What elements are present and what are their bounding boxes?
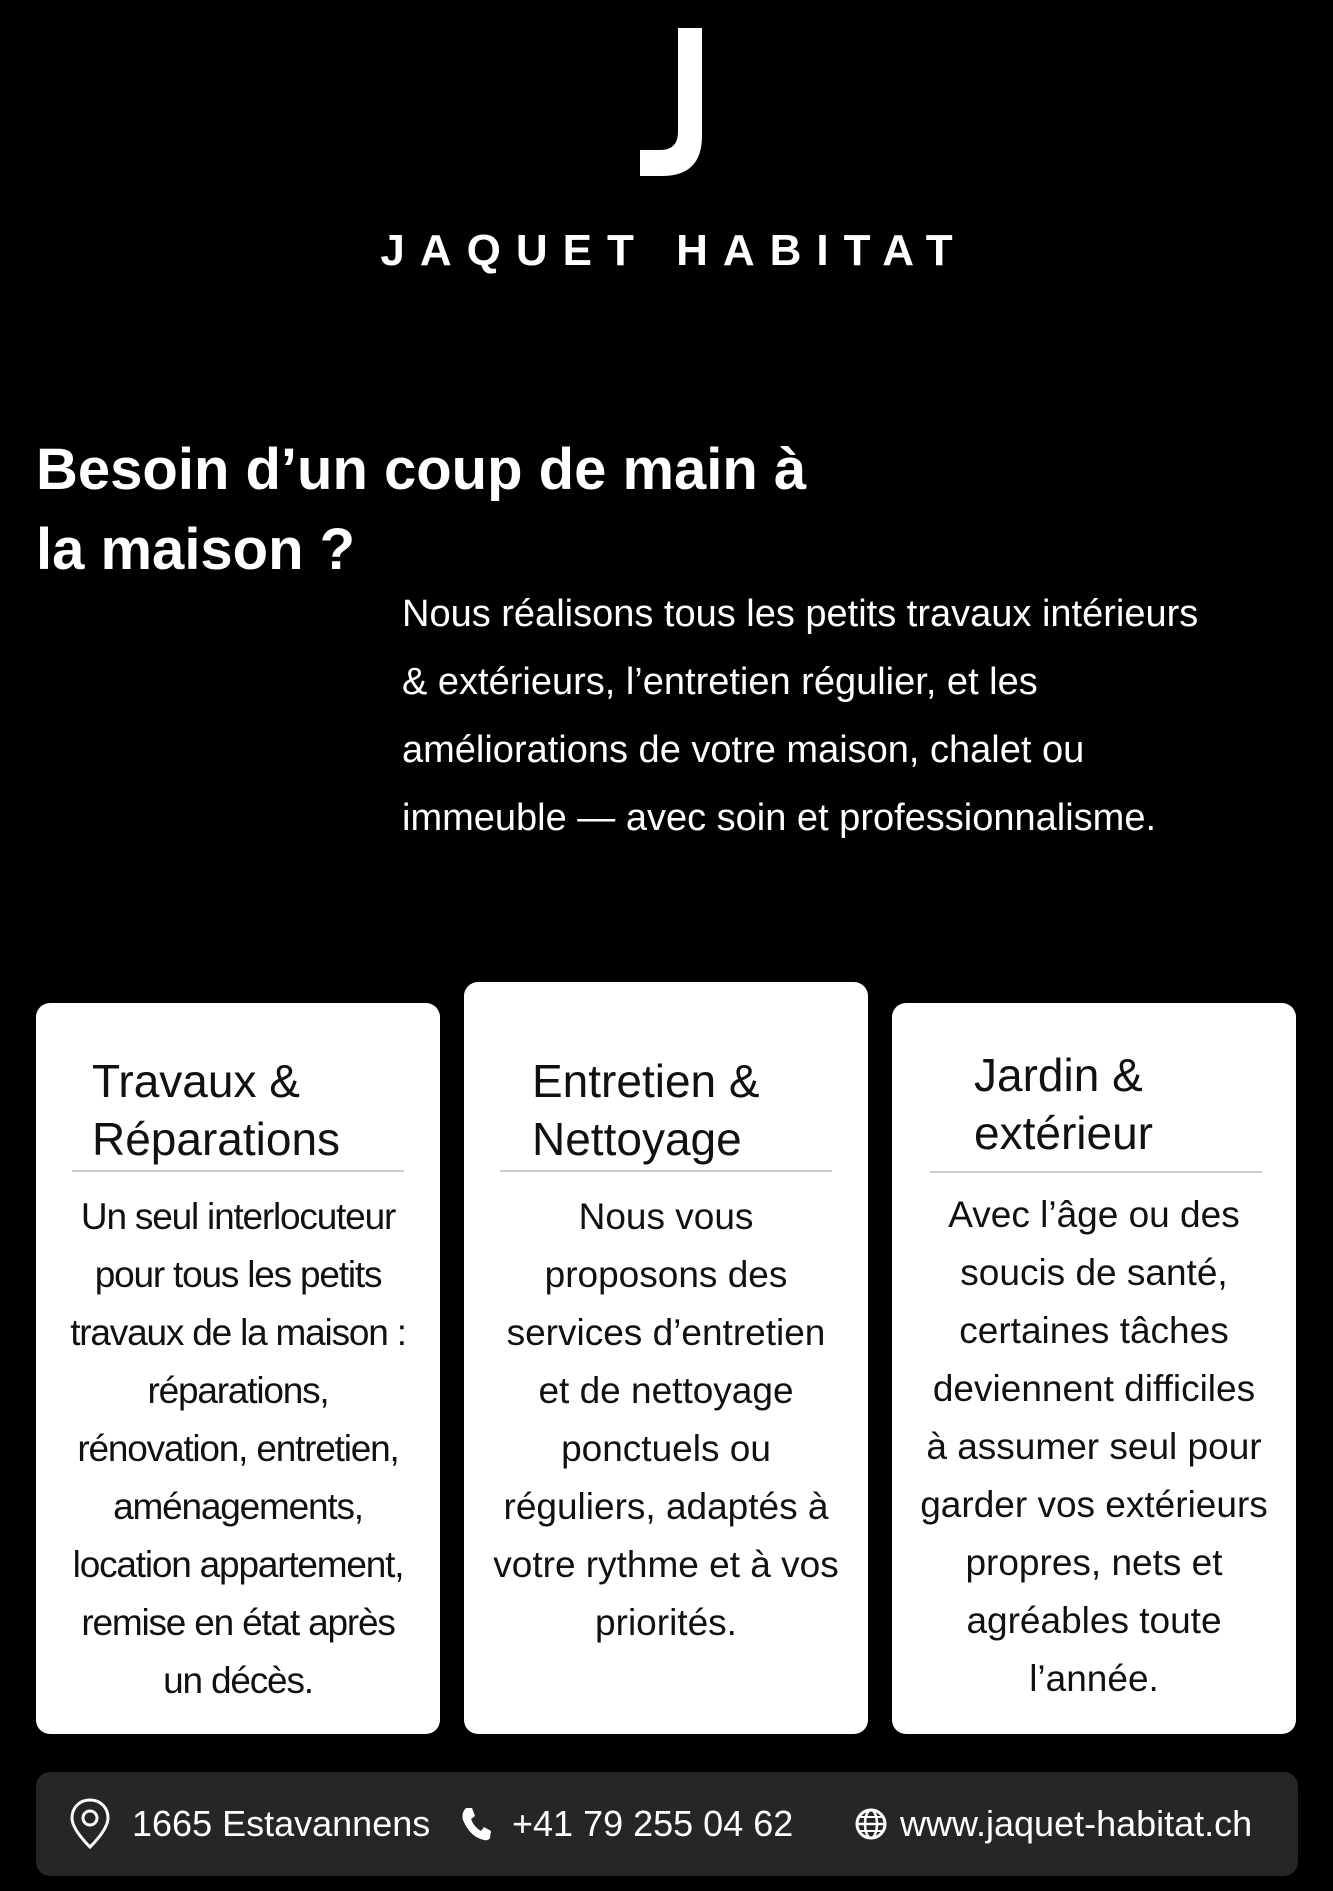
card-body-line: certaines tâches <box>959 1310 1229 1351</box>
card-title-line: Travaux & <box>92 1055 300 1107</box>
card-body-line: location appartement, <box>72 1544 404 1585</box>
phone-icon <box>460 1806 492 1842</box>
card-body-line: soucis de santé, <box>960 1252 1228 1293</box>
card-jardin-exterieur <box>892 1003 1296 1734</box>
intro-line: Nous réalisons tous les petits travaux intérieurs <box>402 593 1199 635</box>
card-title <box>532 1052 760 1168</box>
card-body-line: pour tous les petits <box>94 1254 382 1295</box>
card-body-line: propres, nets et <box>965 1542 1223 1583</box>
card-body-line: Nous vous <box>578 1196 754 1237</box>
card-body-line: l’année. <box>1029 1658 1159 1699</box>
card-body-line: priorités. <box>595 1602 737 1643</box>
card-body-line: et de nettoyage <box>538 1370 794 1411</box>
card-divider <box>72 1170 404 1172</box>
card-body-line: remise en état après <box>81 1602 395 1643</box>
card-body-line: travaux de la maison : <box>70 1312 406 1353</box>
brand-name: JAQUET HABITAT <box>380 226 968 275</box>
card-body <box>898 1186 1290 1708</box>
intro-paragraph <box>402 580 1322 852</box>
card-body-line: deviennent difficiles <box>932 1368 1256 1409</box>
card-body-line: aménagements, <box>113 1486 363 1527</box>
website-link[interactable]: www.jaquet-habitat.ch <box>900 1803 1253 1844</box>
card-title-line: extérieur <box>974 1107 1153 1159</box>
card-title-line: Jardin & <box>974 1049 1143 1101</box>
card-body-line: Un seul interlocuteur <box>80 1196 396 1237</box>
card-body-line: ponctuels ou <box>561 1428 771 1469</box>
location-text: 1665 Estavannens <box>132 1803 431 1844</box>
card-title-line: Nettoyage <box>532 1113 742 1165</box>
card-body-line: un décès. <box>163 1660 313 1701</box>
intro-line: immeuble — avec soin et professionnalisme. <box>402 797 1157 839</box>
logo-j-icon <box>634 28 706 178</box>
location-pin-icon <box>68 1797 112 1851</box>
card-travaux-reparations <box>36 1003 440 1734</box>
card-divider <box>930 1171 1262 1173</box>
card-entretien-nettoyage <box>464 982 868 1734</box>
headline-line: la maison ? <box>36 517 356 582</box>
globe-icon <box>854 1807 888 1841</box>
card-body-line: votre rythme et à vos <box>493 1544 839 1585</box>
card-body <box>470 1188 862 1652</box>
card-body-line: à assumer seul pour <box>926 1426 1262 1467</box>
footer-location <box>68 1772 430 1876</box>
card-title-line: Entretien & <box>532 1055 760 1107</box>
card-divider <box>500 1170 832 1172</box>
footer-website[interactable] <box>854 1772 1252 1876</box>
intro-line: & extérieurs, l’entretien régulier, et les <box>402 661 1038 703</box>
phone-link[interactable]: +41 79 255 04 62 <box>512 1803 794 1844</box>
card-body-line: services d’entretien <box>506 1312 826 1353</box>
card-title <box>92 1052 340 1168</box>
card-body-line: proposons des <box>544 1254 788 1295</box>
card-title-line: Réparations <box>92 1113 341 1165</box>
card-body-line: rénovation, entretien, <box>77 1428 399 1469</box>
card-body-line: agréables toute <box>966 1600 1222 1641</box>
card-body <box>42 1188 434 1710</box>
headline-line: Besoin d’un coup de main à <box>36 437 807 502</box>
intro-line: améliorations de votre maison, chalet ou <box>402 729 1085 771</box>
card-body-line: réguliers, adaptés à <box>503 1486 829 1527</box>
footer-phone[interactable] <box>460 1772 793 1876</box>
headline <box>36 430 936 590</box>
card-body-line: Avec l’âge ou des <box>948 1194 1240 1235</box>
card-title <box>974 1046 1153 1162</box>
card-body-line: garder vos extérieurs <box>920 1484 1268 1525</box>
contact-footer <box>36 1772 1298 1876</box>
card-body-line: réparations, <box>147 1370 329 1411</box>
